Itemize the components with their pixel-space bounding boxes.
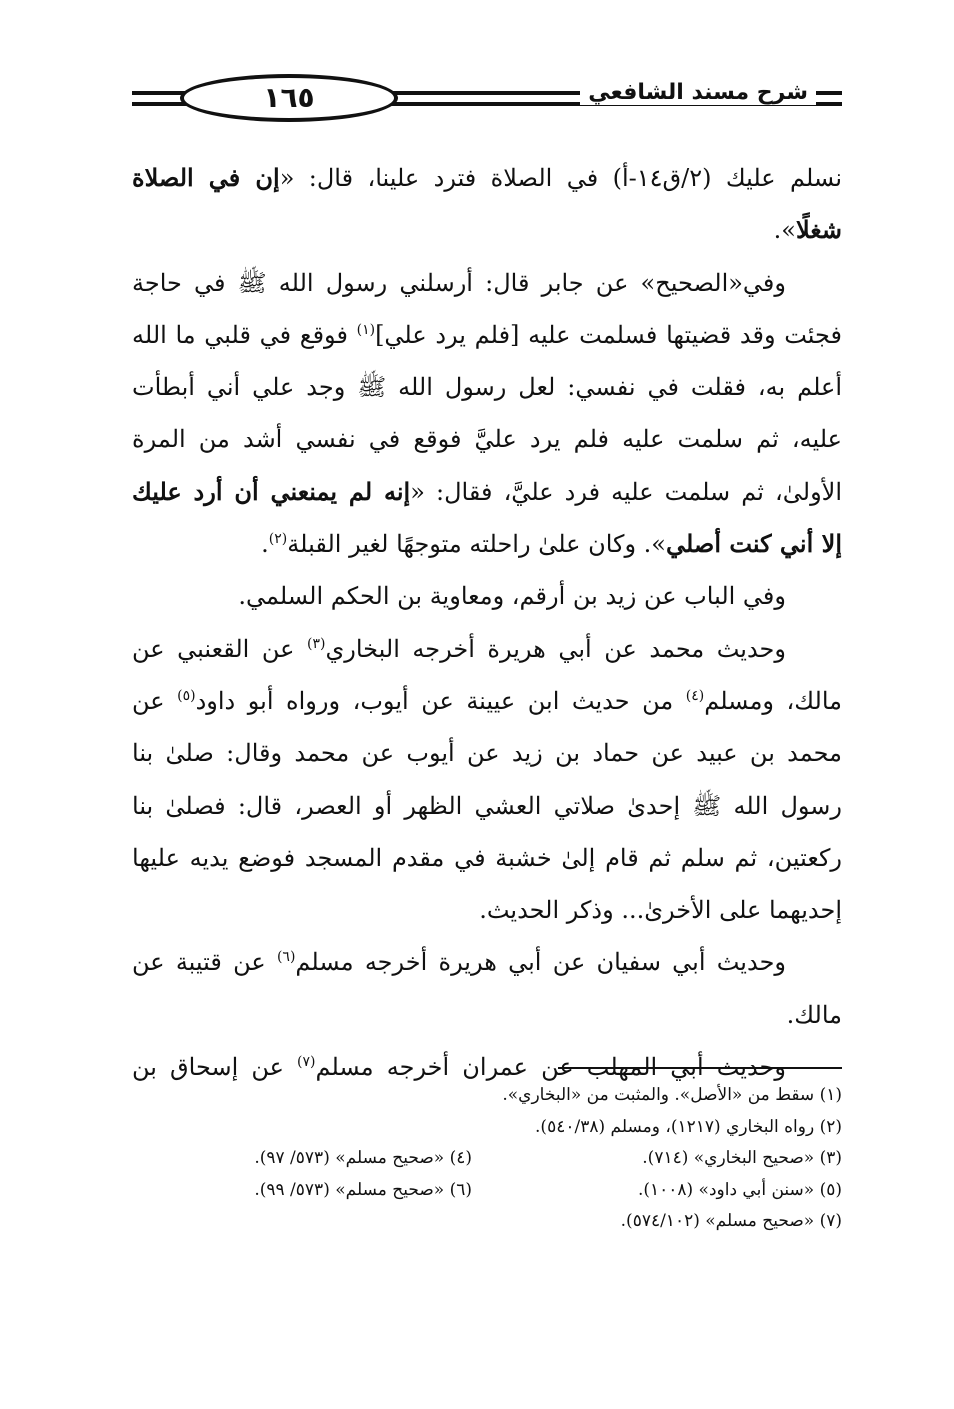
text-run: محمد بن عبيد عن حماد بن زيد عن أيوب عن محمد وقال: صلىٰ بنا xyxy=(132,739,842,768)
text-line xyxy=(132,936,842,988)
text-run: مالك، ومسلم xyxy=(704,686,842,715)
text-line xyxy=(132,832,842,884)
footnote-row xyxy=(132,1206,842,1238)
main-text xyxy=(132,152,842,1093)
text-line xyxy=(132,675,842,727)
text-run: الأولىٰ، ثم سلمت عليه فرد عليَّ، فقال: « xyxy=(410,477,842,506)
footnote-marker: (٦) xyxy=(276,949,296,966)
text-run: أعلم به، فقلت في نفسي: لعل رسول الله ﷺ وجد علي أني أبطأت xyxy=(132,373,842,402)
text-line xyxy=(132,570,842,622)
footnotes xyxy=(132,1080,842,1238)
text-run: وحديث أبي سفيان عن أبي هريرة أخرجه مسلم xyxy=(295,948,787,977)
text-run: من حديث ابن عيينة عن أيوب، ورواه أبو داود xyxy=(195,686,686,715)
text-line xyxy=(132,780,842,832)
text-run: عليه، ثم سلمت عليه فلم يرد عليَّ فوقع في نفسي أشد من المرة xyxy=(132,425,842,454)
text-run: فوقع في قلبي ما الله xyxy=(132,320,357,349)
text-run: وحديث محمد عن أبي هريرة أخرجه البخاري xyxy=(325,634,786,663)
text-run: فجئت وقد قضيتها فسلمت عليه [فلم يرد علي] xyxy=(375,320,842,349)
text-line xyxy=(132,518,842,570)
footnote-7: (٧) «صحيح مسلم» (٥٧٤/١٠٢). xyxy=(620,1211,842,1231)
text-line xyxy=(132,204,842,256)
bold-quote: إلا أني كنت أصلي xyxy=(665,529,842,559)
text-line xyxy=(132,413,842,465)
text-run: وفي الباب عن زيد بن أرقم، ومعاوية بن الحكم السلمي. xyxy=(238,582,786,611)
page-number-oval xyxy=(180,74,398,122)
page-number: ١٦٥ xyxy=(263,81,315,114)
footnote-6: (٦) «صحيح مسلم» (٥٧٣/ ٩٩). xyxy=(254,1179,472,1200)
footnote-row xyxy=(132,1175,842,1207)
text-run: ركعتين، ثم سلم ثم قام إلىٰ خشبة في مقدم المسجد فوضع يديه عليها xyxy=(132,843,842,872)
text-run: وفي«الصحيح» عن جابر قال: أرسلني رسول الله ﷺ في حاجة xyxy=(132,268,786,297)
footnote-row xyxy=(132,1143,842,1175)
footnote-marker: (١) xyxy=(356,321,376,338)
text-run: عن القعنبي عن xyxy=(132,634,307,663)
bold-quote: إنه لم يمنعني أن أرد عليك xyxy=(132,476,411,506)
footnote-row xyxy=(132,1112,842,1144)
text-run: ». xyxy=(773,216,796,245)
text-run: نسلم عليك (٢/ق١٤-أ) في الصلاة فترد علينا، قال: « xyxy=(279,164,842,192)
text-line xyxy=(132,884,842,936)
footnote-separator xyxy=(558,1067,842,1069)
text-run: عن قتيبة عن xyxy=(132,948,277,977)
footnote-marker: (٧) xyxy=(297,1054,316,1071)
text-line xyxy=(132,727,842,779)
footnote-2: (٢) رواه البخاري (١٢١٧)، ومسلم (٥٤٠/٣٨). xyxy=(535,1116,842,1137)
text-run: إحديهما على الأخرىٰ... وذكر الحديث. xyxy=(479,896,842,925)
footnote-1: (١) سقط من «الأصل». والمثبت من «البخاري». xyxy=(502,1085,842,1105)
text-run: ». وكان علىٰ راحلته متوجهًا لغير القبلة xyxy=(287,530,666,559)
footnote-marker: (٢) xyxy=(268,531,288,548)
text-line xyxy=(132,623,842,675)
footnote-marker: (٤) xyxy=(685,687,705,704)
bold-quote: شغلًا xyxy=(795,215,842,245)
text-line xyxy=(132,989,842,1041)
footnote-5: (٥) «سنن أبي داود» (١٠٠٨). xyxy=(637,1179,842,1200)
text-line xyxy=(132,361,842,413)
text-run: عن xyxy=(132,686,178,715)
bold-quote: إن في الصلاة xyxy=(132,163,280,192)
text-run: عن إسحاق بن xyxy=(132,1053,297,1082)
footnote-marker: (٣) xyxy=(307,635,326,652)
footnote-row xyxy=(132,1080,842,1112)
text-line xyxy=(132,309,842,361)
text-run: وحديث أبي المهلب عن عمران أخرجه مسلم xyxy=(315,1053,786,1082)
text-line xyxy=(132,152,842,204)
footnote-marker: (٥) xyxy=(177,687,196,704)
text-run: رسول الله ﷺ إحدىٰ صلاتي العشي الظهر أو العصر، قال: فصلىٰ بنا xyxy=(132,791,842,820)
text-run: مالك. xyxy=(786,1000,842,1029)
footnote-3: (٣) «صحيح البخاري» (٧١٤). xyxy=(642,1148,842,1168)
page-header xyxy=(132,72,842,124)
text-run: . xyxy=(261,530,269,559)
book-title: شرح مسند الشافعي xyxy=(580,80,816,105)
footnote-4: (٤) «صحيح مسلم» (٥٧٣/ ٩٧). xyxy=(254,1148,472,1168)
text-line xyxy=(132,466,842,518)
text-line xyxy=(132,257,842,309)
